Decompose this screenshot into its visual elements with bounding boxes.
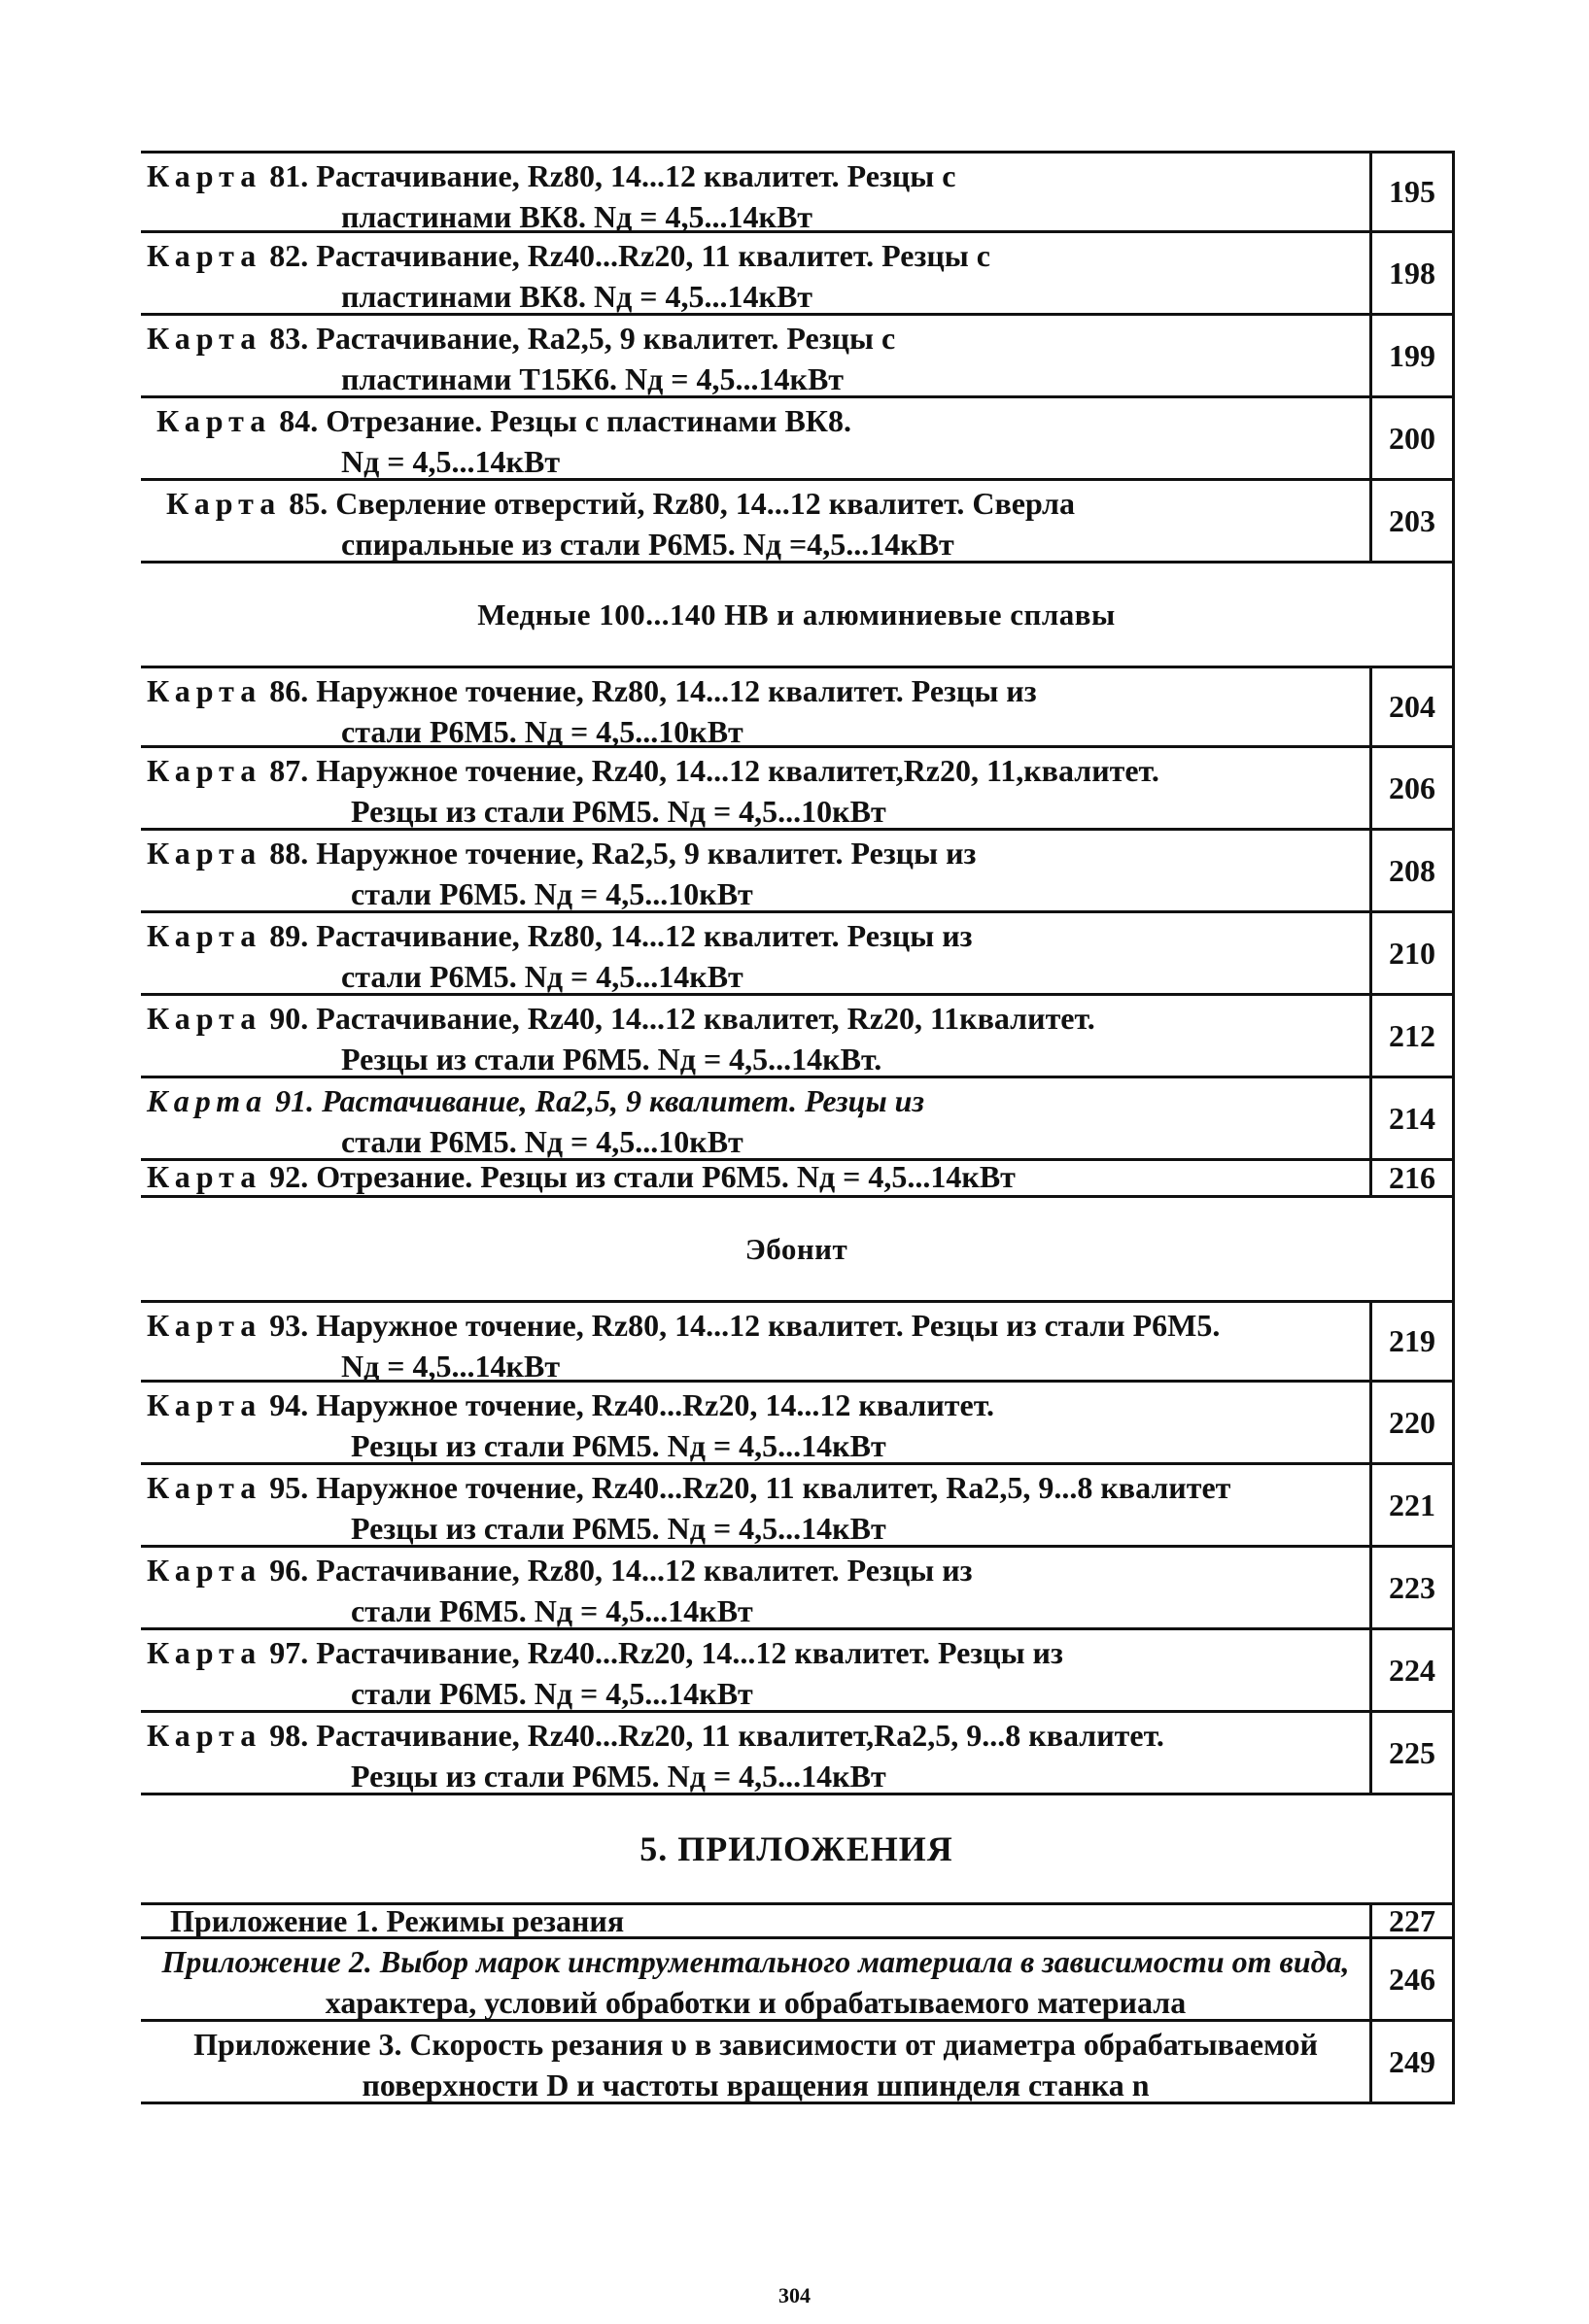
entry-number: 85. xyxy=(289,486,328,521)
entry-line2: Резцы из стали Р6М5. Nд = 4,5...10кВт xyxy=(351,794,886,829)
entry-number: 87. xyxy=(269,753,309,788)
toc-entry xyxy=(141,316,1455,398)
toc-entry xyxy=(141,1939,1455,2022)
entry-number: 81. xyxy=(269,158,309,193)
entry-label: Карта xyxy=(147,1635,262,1670)
entry-page: 210 xyxy=(1369,913,1455,993)
entry-line1: Приложение 2. Выбор марок инструментального материала в зависимости от вида, xyxy=(161,1944,1350,1979)
entry-text xyxy=(141,1161,1370,1195)
toc-entry xyxy=(141,666,1455,748)
entry-text xyxy=(141,1630,1370,1710)
entry-page: 216 xyxy=(1369,1161,1455,1195)
entry-number: 83. xyxy=(269,321,309,356)
section-title: Медные 100...140 НВ и алюминиевые сплавы xyxy=(477,597,1116,632)
entry-page: 195 xyxy=(1369,154,1455,230)
entry-number: 86. xyxy=(269,673,309,708)
toc-entry xyxy=(141,398,1455,481)
section-header xyxy=(141,1795,1455,1902)
entry-line1: Растачивание, Rz80, 14...12 квалитет. Резцы с xyxy=(316,158,956,193)
entry-page: 198 xyxy=(1369,233,1455,313)
entry-line1: Наружное точение, Rz80, 14...12 квалитет. Резцы из стали Р6М5. xyxy=(316,1308,1221,1343)
entry-text xyxy=(141,1303,1370,1384)
entry-line2: стали Р6М5. Nд = 4,5...10кВт xyxy=(341,1124,743,1159)
entry-label: Карта xyxy=(147,1553,262,1588)
entry-number: 91. xyxy=(275,1083,315,1118)
entry-text xyxy=(141,1939,1370,2019)
toc-entry xyxy=(141,1713,1455,1795)
toc-entry xyxy=(141,748,1455,831)
entry-page: 219 xyxy=(1369,1303,1455,1380)
page-number: 304 xyxy=(778,2283,811,2307)
entry-page: 224 xyxy=(1369,1630,1455,1710)
entry-text xyxy=(141,233,1370,313)
table-of-contents xyxy=(141,151,1455,2104)
entry-text xyxy=(141,1383,1370,1462)
entry-label: Карта xyxy=(147,158,262,193)
entry-text xyxy=(141,154,1370,234)
section-header xyxy=(141,1198,1455,1300)
entry-page: 200 xyxy=(1369,398,1455,478)
entry-line2: стали Р6М5. Nд = 4,5...14кВт xyxy=(351,1676,753,1711)
entry-page: 249 xyxy=(1369,2022,1455,2102)
entry-label: Карта xyxy=(147,1001,262,1036)
entry-text xyxy=(141,668,1370,749)
entry-label: Карта xyxy=(147,1470,262,1505)
toc-entry xyxy=(141,1300,1455,1383)
entry-number: 90. xyxy=(269,1001,309,1036)
section-header xyxy=(141,564,1455,666)
entry-text xyxy=(141,316,1370,395)
entry-line2: пластинами ВК8. Nд = 4,5...14кВт xyxy=(341,279,812,314)
entry-text xyxy=(141,1465,1370,1545)
entry-number: 88. xyxy=(269,836,309,871)
entry-label: Карта xyxy=(147,1387,262,1422)
entry-line1: Растачивание, Rz80, 14...12 квалитет. Резцы из xyxy=(316,918,973,953)
toc-entry xyxy=(141,1548,1455,1630)
entry-line1: Отрезание. Резцы из стали Р6М5. Nд = 4,5...14кВт xyxy=(316,1159,1016,1194)
section-title: 5. ПРИЛОЖЕНИЯ xyxy=(639,1829,953,1868)
entry-line1: Приложение 3. Скорость резания υ в зависимости от диаметра обрабатываемой xyxy=(193,2027,1318,2062)
entry-line2: Nд = 4,5...14кВт xyxy=(341,1349,561,1384)
entry-line1: Растачивание, Ra2,5, 9 квалитет. Резцы с xyxy=(316,321,896,356)
entry-label: Карта xyxy=(147,1308,262,1343)
entry-line1: Наружное точение, Rz40, 14...12 квалитет,Rz20, 11,квалитет. xyxy=(316,753,1159,788)
entry-text xyxy=(141,748,1370,828)
entry-text xyxy=(141,1713,1370,1793)
entry-label: Карта xyxy=(147,753,262,788)
entry-line2: характера, условий обработки и обрабатываемого материала xyxy=(325,1985,1187,2020)
entry-line1: Наружное точение, Rz40...Rz20, 14...12 квалитет. xyxy=(316,1387,994,1422)
entry-number: 93. xyxy=(269,1308,309,1343)
entry-line2: спиральные из стали Р6М5. Nд =4,5...14кВт xyxy=(341,527,954,562)
entry-line2: пластинами Т15К6. Nд = 4,5...14кВт xyxy=(341,361,844,396)
entry-line2: поверхности D и частоты вращения шпинделя станка n xyxy=(362,2068,1150,2102)
entry-line1: Отрезание. Резцы с пластинами ВК8. xyxy=(326,403,851,438)
entry-line1: Наружное точение, Rz40...Rz20, 11 квалитет, Ra2,5, 9...8 квалитет xyxy=(316,1470,1231,1505)
entry-label: Карта xyxy=(147,673,262,708)
entry-line1: Сверление отверстий, Rz80, 14...12 квалитет. Сверла xyxy=(335,486,1075,521)
entry-line1: Растачивание, Rz40...Rz20, 11 квалитет. Резцы с xyxy=(316,238,990,273)
entry-number: 95. xyxy=(269,1470,309,1505)
entry-line1: Растачивание, Rz40...Rz20, 11 квалитет,Ra2,5, 9...8 квалитет. xyxy=(316,1718,1164,1753)
entry-text xyxy=(141,398,1370,478)
entry-label: Карта xyxy=(147,836,262,871)
entry-page: 221 xyxy=(1369,1465,1455,1545)
toc-entry xyxy=(141,1383,1455,1465)
entry-text xyxy=(141,1078,1370,1158)
toc-entry xyxy=(141,1902,1455,1939)
toc-entry xyxy=(141,831,1455,913)
entry-line2: Резцы из стали Р6М5. Nд = 4,5...14кВт. xyxy=(341,1042,882,1077)
entry-number: 98. xyxy=(269,1718,309,1753)
entry-line2: стали Р6М5. Nд = 4,5...10кВт xyxy=(351,876,753,911)
entry-page: 212 xyxy=(1369,996,1455,1076)
entry-number: 94. xyxy=(269,1387,309,1422)
entry-line1: Растачивание, Rz40...Rz20, 14...12 квалитет. Резцы из xyxy=(316,1635,1063,1670)
entry-text xyxy=(141,996,1370,1076)
entry-label: Карта xyxy=(147,1718,262,1753)
entry-page: 246 xyxy=(1369,1939,1455,2019)
entry-label: Карта xyxy=(166,486,282,521)
entry-line2: Резцы из стали Р6М5. Nд = 4,5...14кВт xyxy=(351,1759,886,1794)
toc-entry xyxy=(141,996,1455,1078)
entry-label: Карта xyxy=(147,1083,268,1118)
entry-page: 208 xyxy=(1369,831,1455,910)
entry-number: 82. xyxy=(269,238,309,273)
entry-line1: Наружное точение, Ra2,5, 9 квалитет. Резцы из xyxy=(316,836,977,871)
entry-page: 225 xyxy=(1369,1713,1455,1793)
entry-line1: Растачивание, Ra2,5, 9 квалитет. Резцы из xyxy=(322,1083,924,1118)
entry-page: 204 xyxy=(1369,668,1455,745)
toc-entry xyxy=(141,1161,1455,1198)
entry-page: 203 xyxy=(1369,481,1455,561)
toc-entry xyxy=(141,481,1455,564)
entry-line2: Nд = 4,5...14кВт xyxy=(341,444,561,479)
entry-line1: Наружное точение, Rz80, 14...12 квалитет. Резцы из xyxy=(316,673,1037,708)
entry-line1: Растачивание, Rz40, 14...12 квалитет, Rz20, 11квалитет. xyxy=(316,1001,1095,1036)
entry-text xyxy=(141,1548,1370,1627)
entry-line2: стали Р6М5. Nд = 4,5...10кВт xyxy=(341,714,743,749)
entry-number: 96. xyxy=(269,1553,309,1588)
entry-line2: стали Р6М5. Nд = 4,5...14кВт xyxy=(341,959,743,994)
entry-text xyxy=(141,481,1370,561)
entry-label: Карта xyxy=(147,238,262,273)
entry-page: 214 xyxy=(1369,1078,1455,1158)
entry-line1: Растачивание, Rz80, 14...12 квалитет. Резцы из xyxy=(316,1553,973,1588)
entry-label: Карта xyxy=(147,1159,262,1194)
entry-number: 97. xyxy=(269,1635,309,1670)
entry-text xyxy=(141,913,1370,993)
entry-text xyxy=(141,2022,1370,2102)
entry-page: 223 xyxy=(1369,1548,1455,1627)
entry-number: 84. xyxy=(279,403,319,438)
entry-number: 92. xyxy=(269,1159,309,1194)
toc-entry xyxy=(141,233,1455,316)
entry-page: 227 xyxy=(1369,1905,1455,1936)
entry-text xyxy=(141,831,1370,910)
entry-page: 206 xyxy=(1369,748,1455,828)
entry-label: Карта xyxy=(147,321,262,356)
entry-text xyxy=(141,1905,1370,1936)
toc-entry xyxy=(141,1078,1455,1161)
entry-page: 199 xyxy=(1369,316,1455,395)
entry-page: 220 xyxy=(1369,1383,1455,1462)
entry-line2: стали Р6М5. Nд = 4,5...14кВт xyxy=(351,1593,753,1628)
toc-entry xyxy=(141,1630,1455,1713)
toc-entry xyxy=(141,151,1455,233)
entry-line2: Резцы из стали Р6М5. Nд = 4,5...14кВт xyxy=(351,1428,886,1463)
entry-number: 89. xyxy=(269,918,309,953)
section-title: Эбонит xyxy=(744,1231,848,1266)
toc-entry xyxy=(141,913,1455,996)
entry-line2: пластинами ВК8. Nд = 4,5...14кВт xyxy=(341,199,812,234)
toc-entry xyxy=(141,1465,1455,1548)
toc-entry xyxy=(141,2022,1455,2104)
entry-line2: Резцы из стали Р6М5. Nд = 4,5...14кВт xyxy=(351,1511,886,1546)
entry-label: Карта xyxy=(147,918,262,953)
entry-line1: Приложение 1. Режимы резания xyxy=(170,1903,625,1938)
entry-label: Карта xyxy=(156,403,272,438)
